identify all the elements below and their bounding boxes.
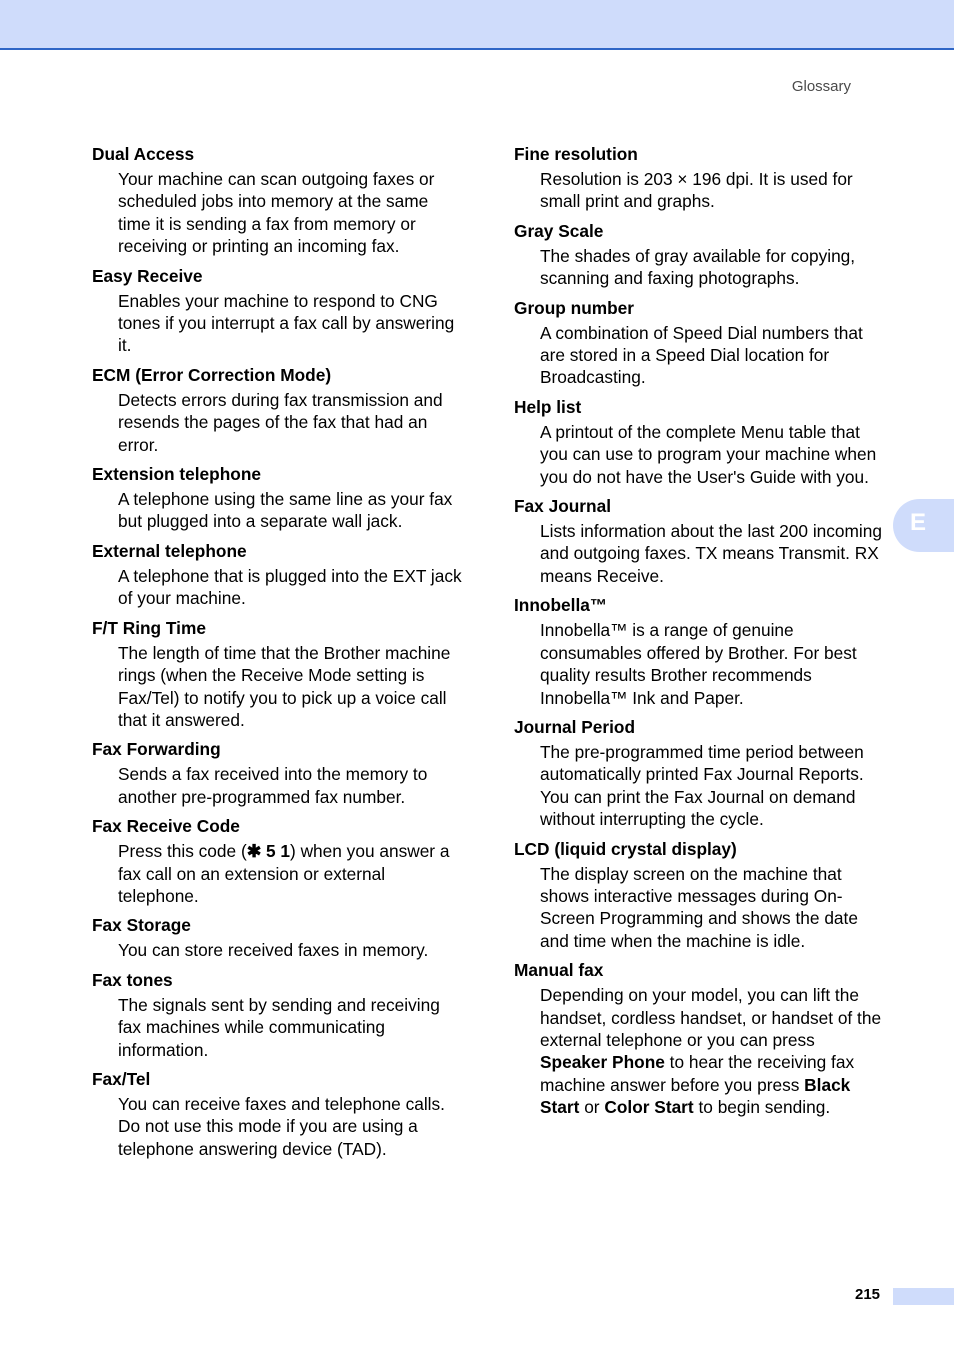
top-header-band [0,0,954,50]
glossary-definition: Resolution is 203 × 196 dpi. It is used for small print and graphs. [540,169,853,212]
page-number: 215 [855,1286,881,1303]
glossary-term: Journal Period [514,716,635,737]
glossary-term: Fax Storage [92,915,191,936]
glossary-definition: Innobella™ is a range of genuine consumables offered by Brother. For best quality results Brother recommends Innobella™ Ink and Paper. [540,620,857,708]
glossary-term: Fine resolution [514,144,638,164]
glossary-term: F/T Ring Time [92,617,206,638]
definition-text: Press this code ( [118,841,247,862]
glossary-left-column [92,143,464,1167]
glossary-term: Manual fax [514,960,604,981]
button-name-color-start: Color Start [604,1097,694,1118]
glossary-definition: You can receive faxes and telephone calls. Do not use this mode if you are using a telephone answering device (TAD). [118,1093,445,1159]
glossary-definition: The pre-programmed time period between automatically printed Fax Journal Reports. You can print the Fax Journal on demand without interrupting the cycle. [540,741,864,830]
glossary-definition: A combination of Speed Dial numbers that are stored in a Speed Dial location for Broadcasting. [540,322,863,388]
glossary-term: Easy Receive [92,265,203,286]
glossary-definition: A telephone using the same line as your fax but plugged into a separate wall jack. [118,489,453,532]
definition-text: Depending on your model, you can lift the handset, cordless handset, or handset of the external telephone or you can press [540,985,882,1050]
glossary-term: Dual Access [92,144,195,164]
glossary-definition: A telephone that is plugged into the EXT jack of your machine. [118,565,462,609]
glossary-term: Fax Receive Code [92,816,240,837]
glossary-term: Fax Forwarding [92,739,221,760]
glossary-term: Fax Journal [514,496,611,517]
glossary-definition: The length of time that the Brother machine rings (when the Receive Mode setting is Fax/Tel) to notify you to pick up a voice call that it answered. [118,642,451,730]
glossary-definition: Your machine can scan outgoing faxes or scheduled jobs into memory at the same time it is sending a fax from memory or receiving or printing an incoming fax. [118,169,435,257]
glossary-term: Group number [514,297,635,318]
glossary-definition: The display screen on the machine that shows interactive messages during On-Screen Programming and shows the date and time when the machine is idle. [540,863,858,951]
definition-text: or [584,1097,600,1118]
glossary-definition: Detects errors during fax transmission and resends the pages of the fax that had an error. [118,389,443,455]
chapter-letter: E [910,509,927,536]
glossary-definition: Lists information about the last 200 incoming and outgoing faxes. TX means Transmit. RX means Receive. [540,521,882,586]
glossary-definition [118,840,464,907]
glossary-definition [540,984,886,1118]
glossary-term: Fax tones [92,969,173,990]
button-name-speaker-phone: Speaker Phone [540,1052,665,1073]
receive-code: ✱ 5 1 [246,841,291,862]
glossary-right-column [514,143,886,1126]
glossary-term: ECM (Error Correction Mode) [92,364,332,385]
glossary-term: Help list [514,396,582,417]
definition-text: ) when you answer a fax call on an extension or external telephone. [118,841,450,906]
glossary-term: Fax/Tel [92,1068,151,1089]
glossary-definition: The shades of gray available for copying, scanning and faxing photographs. [540,245,856,289]
glossary-definition: Enables your machine to respond to CNG tones if you interrupt a fax call by answering it. [118,290,455,356]
glossary-term: Extension telephone [92,464,261,485]
definition-text: to begin sending. [698,1097,831,1118]
glossary-definition: A printout of the complete Menu table that you can use to program your machine when you do not have the User's Guide with you. [540,421,877,487]
glossary-definition: Sends a fax received into the memory to another pre-programmed fax number. [118,764,428,807]
definition-text: to hear the receiving fax machine answer before you press [540,1052,855,1095]
glossary-term: LCD (liquid crystal display) [514,838,737,859]
glossary-definition: You can store received faxes in memory. [118,940,429,961]
glossary-term: Innobella™ [514,595,608,616]
page-number-marker [893,1288,954,1305]
glossary-definition: The signals sent by sending and receiving fax machines while communicating information. [118,994,440,1060]
glossary-term: Gray Scale [514,220,604,241]
glossary-term: External telephone [92,540,247,561]
section-title: Glossary [791,78,851,95]
button-name-black-start: Black Start [540,1074,851,1118]
chapter-side-tab [893,499,954,552]
